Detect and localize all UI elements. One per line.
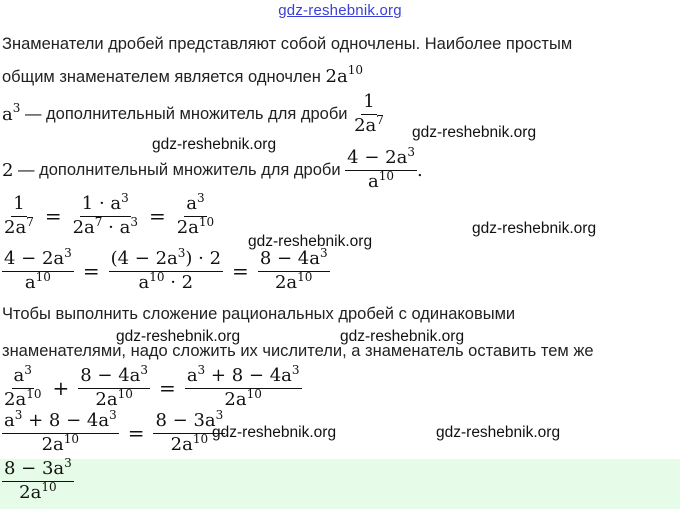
explanation-line-2: знаменателями, надо сложить их числители, а знаменатель оставить тем же [2, 342, 594, 360]
eq3-equals: = [159, 376, 176, 401]
eq2-fraction-b: $\frac{(4 - 2a^3) \cdot 2}{a^{10} \cdot 2}$ [110, 246, 222, 293]
answer-fraction: $\frac{8 - 3a^3}{2a^{10}}$ [4, 456, 72, 503]
watermark-2: gdz-reshebnik.org [152, 136, 277, 153]
eq1-fraction-c: $\frac{a^3}{2a^{10}}$ [176, 191, 215, 238]
multiplier-line-2 [2, 145, 423, 192]
watermark-3: gdz-reshebnik.org [472, 220, 597, 237]
eq3-fraction-b: $\frac{8 - 4a^3}{2a^{10}}$ [80, 363, 149, 410]
eq2-fraction-c: $\frac{8 - 4a^3}{2a^{10}}$ [259, 246, 328, 293]
eq1-equals-2: = [148, 204, 166, 229]
eq1-fraction-b: $\frac{1 \cdot a^3}{2a^7 \cdot a^3}$ [72, 191, 138, 238]
intro-text-line-2-prefix: общим знаменателем является одночлен [2, 68, 326, 86]
equation-1 [2, 191, 216, 238]
multiplier-line-1-text: — дополнительный множитель для дроби [20, 104, 353, 123]
watermark-5: gdz-reshebnik.org [116, 328, 241, 345]
explanation-line-1: Чтобы выполнить сложение рациональных дробей с одинаковыми [2, 305, 516, 323]
common-denominator-math: $2a^{10}$ [325, 63, 363, 87]
eq2-fraction-a: $\frac{4 - 2a^3}{a^{10}}$ [4, 246, 72, 293]
site-link[interactable]: gdz-reshebnik.org [278, 2, 402, 19]
intro-text-line-1: Знаменатели дробей представляют собой одночлены. Наиболее простым [2, 35, 573, 53]
equation-4 [2, 408, 225, 455]
watermark-7: gdz-reshebnik.org [212, 424, 337, 441]
multiplier-a3-math: $a^3$ [2, 100, 21, 125]
watermark-8: gdz-reshebnik.org [436, 424, 561, 441]
answer-highlight [0, 456, 680, 509]
multiplier-line-2-period: . [416, 159, 423, 181]
eq3-fraction-a: $\frac{a^3}{2a^{10}}$ [4, 363, 42, 410]
watermark-6: gdz-reshebnik.org [340, 328, 465, 345]
watermark-4: gdz-reshebnik.org [248, 233, 373, 250]
equation-3 [2, 363, 302, 410]
eq4-fraction-a: $\frac{a^3 + 8 - 4a^3}{2a^{10}}$ [4, 408, 117, 455]
equation-2 [2, 246, 330, 293]
intro-text-line-2 [2, 63, 363, 87]
eq3-plus: + [52, 376, 70, 401]
eq2-equals-2: = [232, 259, 249, 284]
eq4-equals: = [127, 421, 145, 446]
multiplier-line-2-text: — дополнительный множитель для дроби [13, 160, 346, 179]
eq2-equals-1: = [82, 259, 100, 284]
multiplier-2-math: 2 [2, 159, 14, 181]
multiplier-line-1 [2, 92, 386, 136]
watermark-1: gdz-reshebnik.org [412, 124, 537, 141]
fraction-1-over-2a7: $\frac{1}{2a^7}$ [354, 91, 384, 136]
fraction-4-2a3-over-a10: $\frac{4 - 2a^3}{a^{10}}$ [347, 145, 415, 192]
eq1-fraction-a: $\frac{1}{2a^7}$ [4, 193, 34, 238]
eq4-fraction-b: $\frac{8 - 3a^3}{2a^{10}}$ [155, 408, 224, 455]
eq3-fraction-c: $\frac{a^3 + 8 - 4a^3}{2a^{10}}$ [186, 363, 300, 410]
eq1-equals-1: = [44, 204, 62, 229]
